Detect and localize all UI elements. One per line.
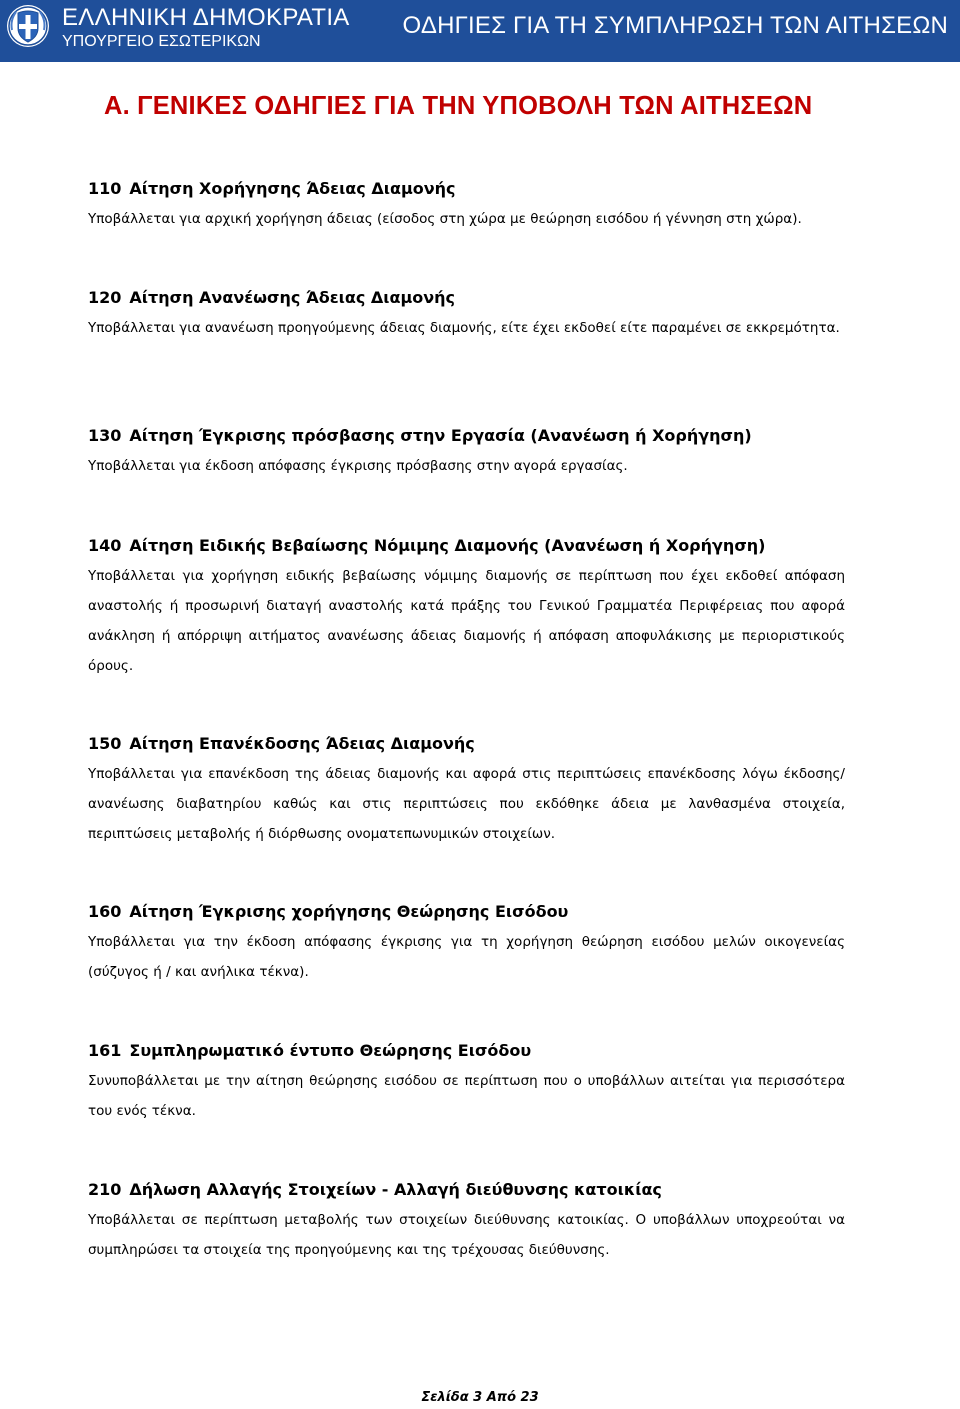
item-code: 160 [88, 902, 122, 921]
item-title-text: Αίτηση Ανανέωσης Άδειας Διαμονής [129, 288, 456, 307]
item-title-text: Αίτηση Χορήγησης Άδειας Διαμονής [129, 179, 456, 198]
item-title-text: Δήλωση Αλλαγής Στοιχείων - Αλλαγή διεύθυνσης κατοικίας [129, 1180, 662, 1199]
item-description: Υποβάλλεται για την έκδοση απόφασης έγκρισης για τη χορήγηση θεώρηση εισόδου μελών οικογενείας (σύζυγος ή / και ανήλικα τέκνα). [88, 934, 845, 980]
item-description: Υποβάλλεται σε περίπτωση μεταβολής των στοιχείων διεύθυνσης κατοικίας. Ο υποβάλλων υποχρεούται να συμπληρώσει τα στοιχεία της προηγούμενης και της τρέχουσας διεύθυνσης. [88, 1212, 845, 1258]
organization-name: ΕΛΛΗΝΙΚΗ ΔΗΜΟΚΡΑΤΙΑ [62, 4, 350, 31]
item-description: Υποβάλλεται για αρχική χορήγηση άδειας (είσοδος στη χώρα με θεώρηση εισόδου ή γέννηση στη χώρα). [88, 211, 802, 227]
list-item [88, 287, 845, 425]
item-title [88, 178, 845, 200]
item-title [88, 1040, 845, 1062]
document-title: ΟΔΗΓΙΕΣ ΓΙΑ ΤΗ ΣΥΜΠΛΗΡΩΣΗ ΤΩΝ ΑΙΤΗΣΕΩΝ [402, 12, 948, 39]
item-title-text: Αίτηση Ειδικής Βεβαίωσης Νόμιμης Διαμονής (Ανανέωση ή Χορήγηση) [129, 536, 766, 555]
item-description: Συνυποβάλλεται με την αίτηση θεώρησης εισόδου σε περίπτωση που ο υποβάλλων αιτείται για περισσότερα του ενός τέκνα. [88, 1073, 845, 1119]
item-title [88, 1179, 845, 1201]
item-title-text: Αίτηση Έγκρισης πρόσβασης στην Εργασία (Ανανέωση ή Χορήγηση) [129, 426, 752, 445]
item-code: 110 [88, 179, 122, 198]
item-title [88, 733, 845, 755]
organization-block [62, 4, 350, 51]
item-title [88, 535, 845, 557]
item-code: 150 [88, 734, 122, 753]
list-item [88, 535, 845, 733]
item-title [88, 425, 845, 447]
section-title: Α. ΓΕΝΙΚΕΣ ΟΔΗΓΙΕΣ ΓΙΑ ΤΗΝ ΥΠΟΒΟΛΗ ΤΩΝ ΑΙΤΗΣΕΩΝ [104, 92, 813, 120]
item-description: Υποβάλλεται για χορήγηση ειδικής βεβαίωσης νόμιμης διαμονής σε περίπτωση που έχει εκδοθεί απόφαση αναστολής ή προσωρινή διαταγή αναστολής κατά πράξης του Γενικού Γραμματέα Περιφέρειας που αφορά ανάκληση ή απόρριψη αιτήματος ανανέωσης άδειας διαμονής ή απόφαση αποφυλάκισης με περιοριστικούς όρους. [88, 568, 845, 674]
item-description: Υποβάλλεται για επανέκδοση της άδειας διαμονής και αφορά στις περιπτώσεις επανέκδοσης λόγω έκδοσης/ανανέωσης διαβατηρίου καθώς και στις περιπτώσεις που εκδόθηκε άδεια με λανθασμένα στοιχεία, περιπτώσεις μεταβολής ή διόρθωσης ονοματεπωνυμικών στοιχείων. [88, 766, 845, 842]
item-code: 161 [88, 1041, 122, 1060]
list-item [88, 425, 845, 535]
list-item [88, 178, 845, 287]
item-code: 120 [88, 288, 122, 307]
list-item [88, 1040, 845, 1179]
item-title [88, 287, 845, 309]
item-description: Υποβάλλεται για ανανέωση προηγούμενης άδειας διαμονής, είτε έχει εκδοθεί είτε παραμένει σε εκκρεμότητα. [88, 320, 840, 336]
page-number: Σελίδα 3 Από 23 [421, 1390, 539, 1405]
item-code: 210 [88, 1180, 122, 1199]
item-code: 130 [88, 426, 122, 445]
item-code: 140 [88, 536, 122, 555]
item-description: Υποβάλλεται για έκδοση απόφασης έγκρισης πρόσβασης στην αγορά εργασίας. [88, 458, 628, 474]
greek-coat-of-arms-icon [6, 4, 50, 48]
ministry-name: ΥΠΟΥΡΓΕΙΟ ΕΣΩΤΕΡΙΚΩΝ [62, 33, 261, 50]
item-title-text: Αίτηση Επανέκδοσης Άδειας Διαμονής [129, 734, 475, 753]
item-title [88, 901, 845, 923]
application-list [88, 178, 845, 1269]
list-item [88, 1179, 845, 1269]
item-title-text: Συμπληρωματικό έντυπο Θεώρησης Εισόδου [129, 1041, 532, 1060]
item-title-text: Αίτηση Έγκρισης χορήγησης Θεώρησης Εισόδου [129, 902, 569, 921]
list-item [88, 901, 845, 1040]
list-item [88, 733, 845, 901]
page-header [0, 0, 960, 62]
